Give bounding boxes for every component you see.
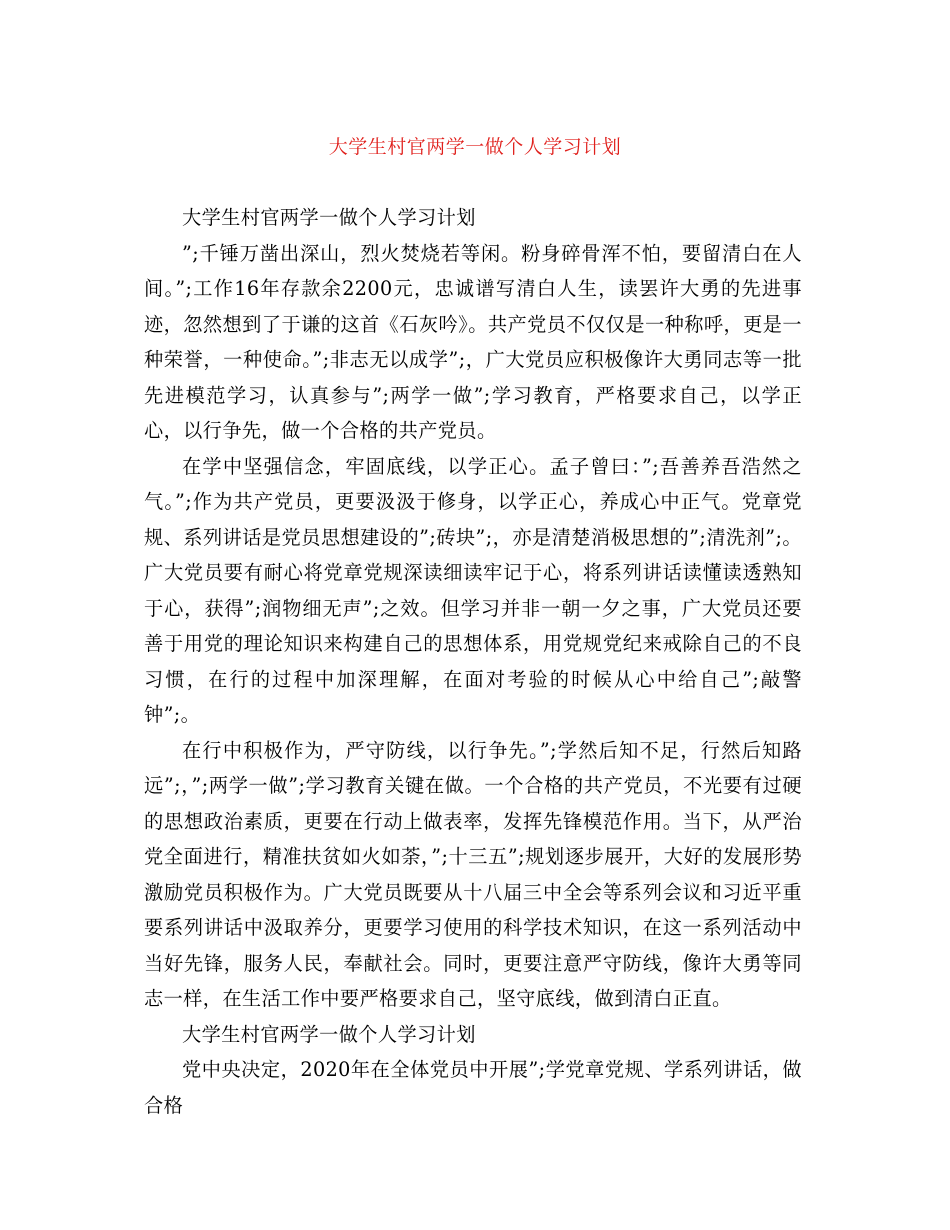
paragraph: 大学生村官两学一做个人学习计划 (182, 206, 476, 229)
paragraph: 在学中坚强信念，牢固底线，以学正心。孟子曾曰：”;吾善养吾浩然之气。”;作为共产党员，更要汲汲于修身，以学正心，养成心中正气。党章党规、系列讲话是党员思想建设的”;砖块”;，亦是清楚消极思想的”;清洗剂”;。广大党员要有耐心将党章党规深读细读牢记于心，将系列讲话读懂读透熟知于心，获得”;润物细无声”;之效。但学习并非一朝一夕之事，广大党员还要善于用党的理论知识来构建自己的思想体系，用党规党纪来戒除自己的不良习惯，在行的过程中加深理解，在面对考验的时候从心中给自己”;敲警钟”;。 (144, 454, 802, 726)
document-title: 大学生村官两学一做个人学习计划 (328, 136, 622, 158)
document-body (144, 200, 802, 1123)
paragraph: 大学生村官两学一做个人学习计划 (182, 1022, 476, 1046)
paragraph: 党中央决定，2020年在全体党员中开展”;学党章党规、学系列讲话，做合格 (144, 1058, 802, 1117)
paragraph: 在行中积极作为，严守防线，以行争先。”;学然后知不足，行然后知路远”;，”;两学一做”;学习教育关键在做。一个合格的共产党员，不光要有过硬的思想政治素质，更要在行动上做表率，发挥先锋模范作用。当下，从严治党全面进行，精准扶贫如火如荼，”;十三五”;规划逐步展开，大好的发展形势激励党员积极作为。广大党员既要从十八届三中全会等系列会议和习近平重要系列讲话中汲取养分，更要学习使用的科学技术知识，在这一系列活动中当好先锋，服务人民，奉献社会。同时，更要注意严守防线，像许大勇等同志一样，在生活工作中要严格要求自己，坚守底线，做到清白正直。 (144, 738, 802, 1010)
paragraph: ”;千锤万凿出深山，烈火焚烧若等闲。粉身碎骨浑不怕，要留清白在人间。”;工作16年存款余2200元，忠诚谱写清白人生，读罢许大勇的先进事迹，忽然想到了于谦的这首《石灰吟》。共产党员不仅仅是一种称呼，更是一种荣誉，一种使命。”;非志无以成学”;，广大党员应积极像许大勇同志等一批先进模范学习，认真参与”;两学一做”;学习教育，严格要求自己，以学正心，以行争先，做一个合格的共产党员。 (144, 241, 802, 442)
